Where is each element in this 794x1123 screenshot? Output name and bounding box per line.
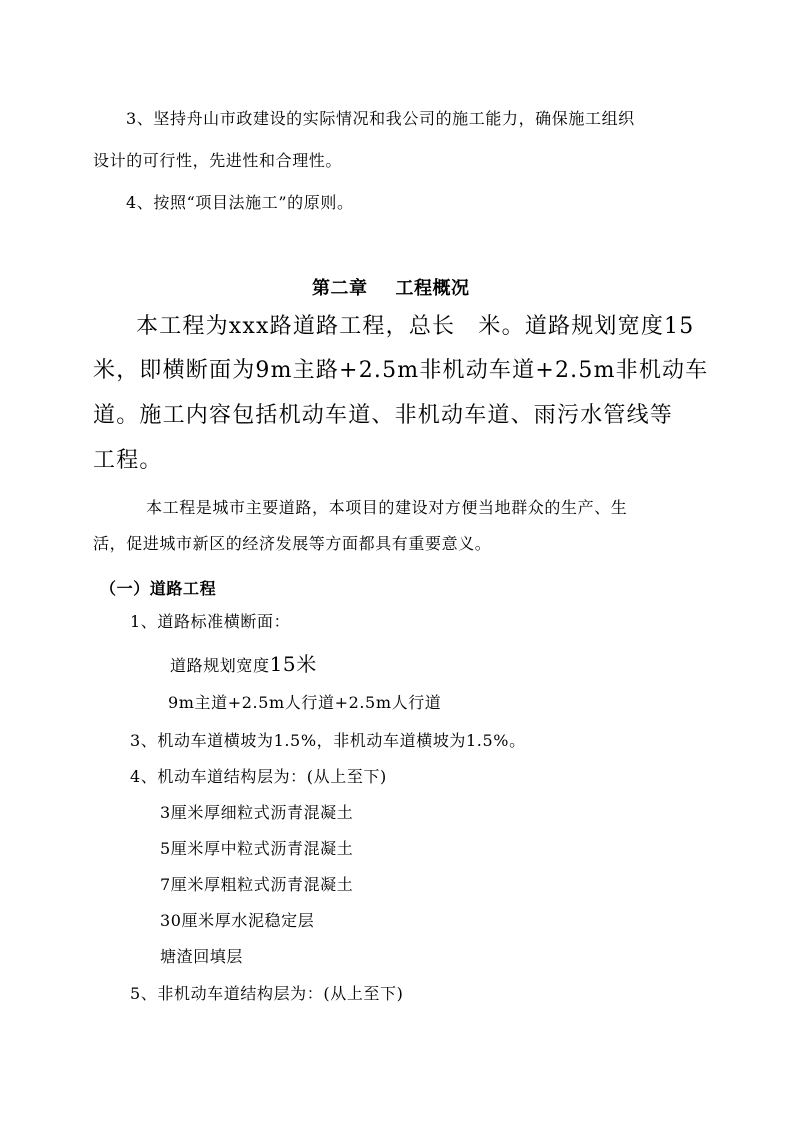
- cross-section-spec: 9m主道+2.5m人行道+2.5m人行道: [168, 693, 442, 712]
- intro-item-4: 4、按照“项目法施工”的原则。: [126, 193, 354, 212]
- chapter-heading: [312, 274, 470, 300]
- chapter-number: 第二章: [312, 278, 368, 299]
- overview-line-4: 工程。: [93, 448, 163, 473]
- chapter-title: 工程概况: [395, 278, 470, 299]
- intro-item-3-line-2: 设计的可行性，先进性和合理性。: [93, 151, 343, 170]
- structure-layer-5: 塘渣回填层: [160, 947, 244, 966]
- section-item-1: 1、道路标准横断面：: [130, 612, 291, 631]
- structure-layer-4: 30厘米厚水泥稳定层: [160, 911, 315, 930]
- significance-line-2: 活，促进城市新区的经济发展等方面都具有重要意义。: [93, 534, 492, 553]
- significance-line-1: 本工程是城市主要道路，本项目的建设对方便当地群众的生产、生: [146, 498, 628, 517]
- section-heading-road: （一）道路工程: [100, 579, 217, 598]
- structure-layer-2: 5厘米厚中粒式沥青混凝土: [160, 839, 354, 858]
- section-item-3: 3、机动车道横坡为1.5%，非机动车道横坡为1.5%。: [130, 731, 526, 750]
- structure-layer-1: 3厘米厚细粒式沥青混凝土: [160, 803, 354, 822]
- road-width-line: [170, 648, 317, 677]
- road-width-label: 道路规划宽度: [170, 656, 270, 675]
- section-item-5: 5、非机动车道结构层为：(从上至下): [130, 984, 404, 1003]
- overview-line-2: 米，即横断面为9m主路+2.5m非机动车道+2.5m非机动车: [93, 358, 709, 383]
- overview-line-3: 道。施工内容包括机动车道、非机动车道、雨污水管线等: [93, 403, 674, 428]
- structure-layer-3: 7厘米厚粗粒式沥青混凝土: [160, 875, 354, 894]
- section-item-4: 4、机动车道结构层为：(从上至下): [130, 767, 387, 786]
- road-width-value: 15米: [269, 652, 317, 676]
- intro-item-3-line-1: 3、坚持舟山市政建设的实际情况和我公司的施工能力，确保施工组织: [126, 109, 635, 128]
- overview-line-1: 本工程为xxx路道路工程，总长 米。道路规划宽度15: [136, 314, 695, 339]
